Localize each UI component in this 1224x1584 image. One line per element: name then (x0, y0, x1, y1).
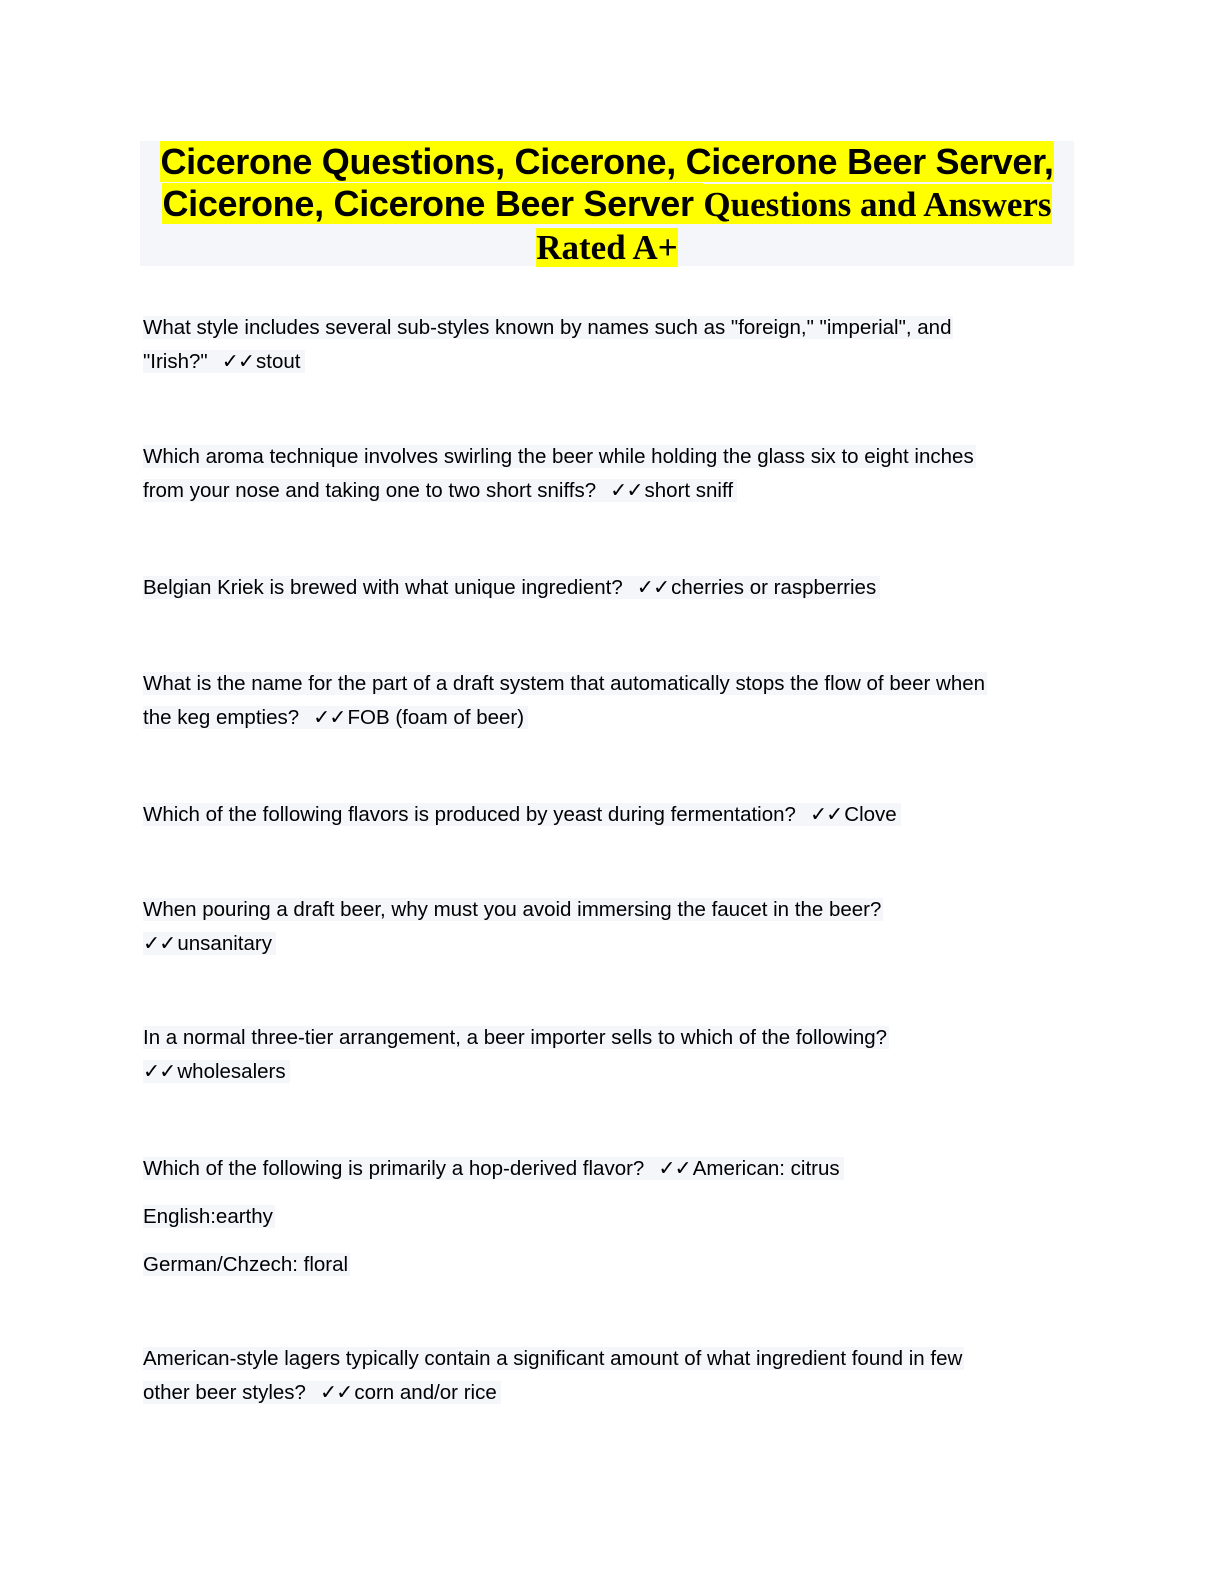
question-text: In a normal three-tier arrangement, a beer importer sells to which of the following? (143, 1026, 888, 1049)
answer-text: FOB (foam of beer) (347, 706, 525, 729)
question-text: What style includes several sub-styles known by names such as "foreign," "imperial", and (143, 316, 952, 339)
document-title (140, 141, 1074, 266)
qa-item (143, 1021, 889, 1089)
double-check-icon: ✓✓ (143, 932, 176, 955)
answer-text: corn and/or rice (354, 1381, 497, 1404)
qa-item: What style includes several sub-styles known by names such as "foreign," "imperial", and "Irish?" ✓✓stout (143, 316, 952, 373)
answer-text: short sniff (644, 479, 734, 502)
double-check-icon: ✓✓ (221, 350, 255, 373)
question-text: Belgian Kriek is brewed with what unique ingredient? (143, 576, 623, 599)
qa-item (143, 798, 901, 832)
double-check-icon: ✓✓ (636, 576, 670, 599)
double-check-icon: ✓✓ (313, 706, 346, 729)
question-text: Which aroma technique involves swirling the beer while holding the glass six to eight inches (143, 445, 974, 468)
qa-item: Which aroma technique involves swirling the beer while holding the glass six to eight inches from your nose and taking one to two short sniffs? ✓✓short sniff (143, 445, 974, 502)
answer-text: cherries or raspberries (671, 576, 877, 599)
answer-text: wholesalers (177, 1060, 286, 1083)
title-line-3: Rated A+ (536, 228, 678, 267)
double-check-icon: ✓✓ (143, 1060, 176, 1083)
question-text: What is the name for the part of a draft system that automatically stops the flow of beer when (143, 672, 986, 695)
double-check-icon: ✓✓ (658, 1157, 691, 1180)
answer-text: unsanitary (177, 932, 272, 955)
answer-text: American: citrus (692, 1157, 840, 1180)
qa-item: What is the name for the part of a draft system that automatically stops the flow of beer when the keg empties? ✓✓FOB (foam of beer) (143, 672, 986, 729)
double-check-icon: ✓✓ (319, 1381, 353, 1404)
qa-item (143, 571, 880, 605)
question-text: Which of the following flavors is produced by yeast during fermentation? (143, 803, 796, 826)
answer-extra: German/Chzech: floral (143, 1253, 349, 1276)
double-check-icon: ✓✓ (809, 803, 843, 826)
double-check-icon: ✓✓ (610, 479, 643, 502)
answer-text: stout (256, 350, 301, 373)
qa-item: American-style lagers typically contain a significant amount of what ingredient found in few other beer styles? ✓✓corn and/or rice (143, 1347, 963, 1404)
qa-item (143, 893, 883, 961)
title-line-2: Cicerone, Cicerone Beer Server Questions and Answers (162, 183, 1052, 224)
question-text: American-style lagers typically contain a significant amount of what ingredient found in few (143, 1347, 963, 1370)
answer-text: Clove (844, 803, 897, 826)
qa-item (143, 1152, 844, 1282)
question-text: Which of the following is primarily a hop-derived flavor? (143, 1157, 645, 1180)
title-line-1: Cicerone Questions, Cicerone, Cicerone Beer Server, (160, 141, 1054, 182)
answer-extra: English:earthy (143, 1205, 273, 1228)
question-text: When pouring a draft beer, why must you avoid immersing the faucet in the beer? (143, 898, 882, 921)
